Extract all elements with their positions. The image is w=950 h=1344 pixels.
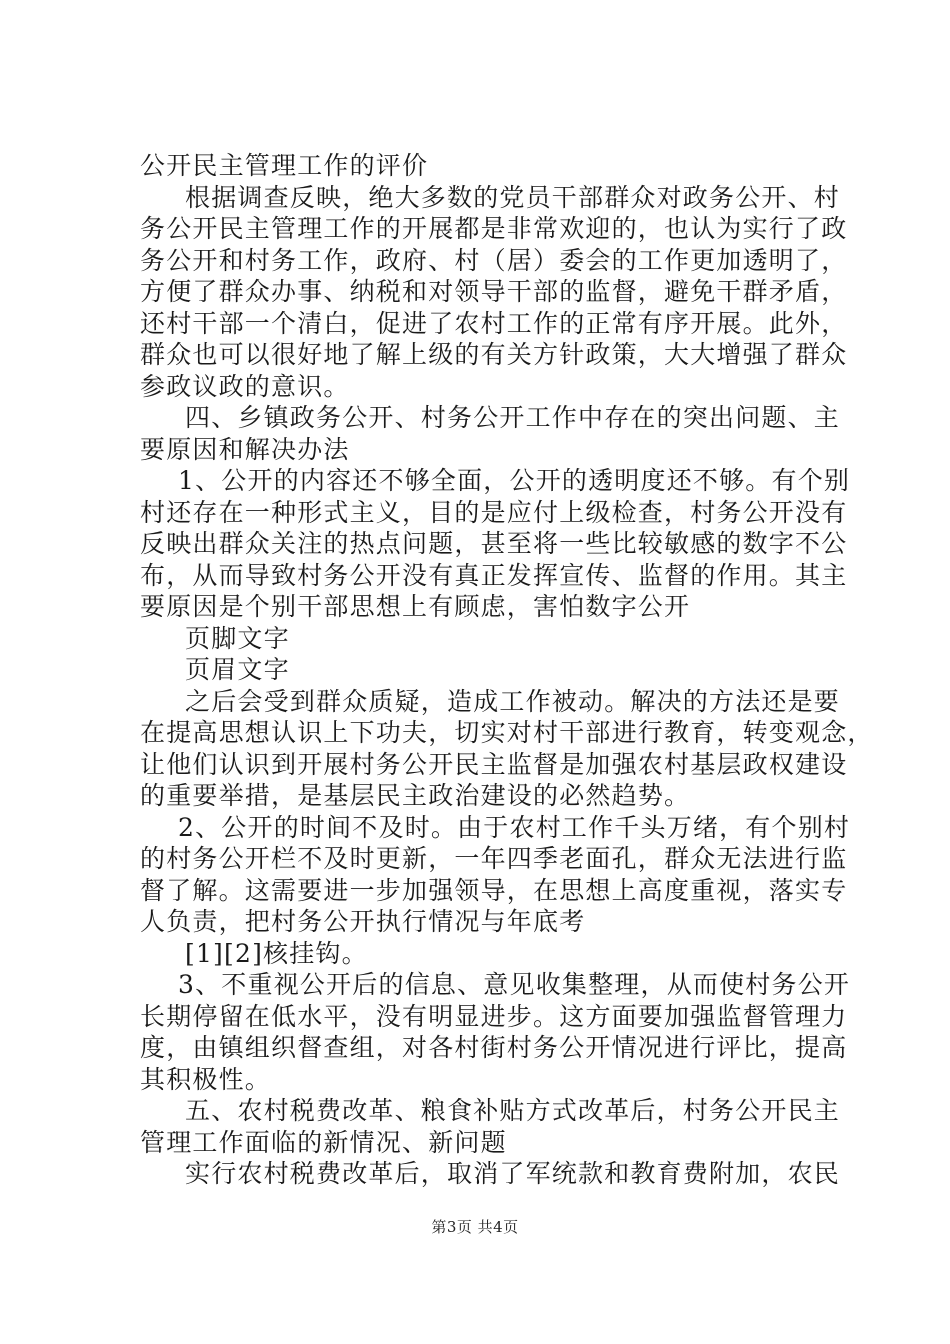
footer-placeholder-text: 页脚文字 (185, 623, 290, 653)
text-line: 布，从而导致村务公开没有真正发挥宣传、监督的作用。其主 (140, 560, 848, 590)
section-heading: 四、乡镇政务公开、村务公开工作中存在的突出问题、主 (185, 403, 841, 432)
text-line: 群众也可以很好地了解上级的有关方针政策，大大增强了群众 (140, 340, 848, 369)
text-line: 度，由镇组织督查组，对各村街村务公开情况进行评比，提高 (140, 1033, 848, 1062)
text-line: 3、不重视公开后的信息、意见收集整理，从而使村务公开 (178, 970, 851, 999)
text-line: [1][2]核挂钩。 (185, 938, 368, 968)
text-line: 还村干部一个清白，促进了农村工作的正常有序开展。此外， (140, 308, 848, 338)
text-line: 公开民主管理工作的评价 (140, 151, 429, 180)
text-line: 参政议政的意识。 (140, 371, 350, 401)
text-line: 长期停留在低水平，没有明显进步。这方面要加强监督管理力 (140, 1001, 848, 1031)
text-line: 根据调查反映，绝大多数的党员干部群众对政务公开、村 (185, 182, 841, 212)
text-line: 1、公开的内容还不够全面，公开的透明度还不够。有个别 (178, 466, 851, 495)
text-line: 的重要举措，是基层民主政治建设的必然趋势。 (140, 781, 691, 810)
text-line: 2、公开的时间不及时。由于农村工作千头万绪，有个别村 (178, 812, 851, 842)
page-number-footer: 第3页 共4页 (431, 1218, 519, 1236)
header-placeholder-text: 页眉文字 (185, 655, 290, 684)
text-line: 督了解。这需要进一步加强领导，在思想上高度重视，落实专 (140, 875, 848, 905)
text-line: 要原因是个别干部思想上有顾虑，害怕数字公开 (140, 592, 691, 621)
text-line: 之后会受到群众质疑，造成工作被动。解决的方法还是要 (185, 686, 841, 716)
section-heading: 五、农村税费改革、粮食补贴方式改革后，村务公开民主 (185, 1096, 841, 1125)
text-line: 人负责，把村务公开执行情况与年底考 (140, 907, 586, 936)
text-line: 务公开和村务工作，政府、村（居）委会的工作更加透明了， (140, 245, 848, 275)
text-line: 的村务公开栏不及时更新，一年四季老面孔，群众无法进行监 (140, 844, 848, 873)
text-line: 其积极性。 (140, 1064, 272, 1094)
text-line: 让他们认识到开展村务公开民主监督是加强农村基层政权建设 (140, 749, 848, 779)
text-line: 在提高思想认识上下功夫，切实对村干部进行教育，转变观念， (140, 718, 874, 747)
text-line: 务公开民主管理工作的开展都是非常欢迎的，也认为实行了政 (140, 214, 848, 243)
section-heading: 要原因和解决办法 (140, 434, 350, 464)
text-line: 村还存在一种形式主义，目的是应付上级检查，村务公开没有 (140, 497, 848, 527)
document-body (140, 150, 874, 1190)
section-heading: 管理工作面临的新情况、新问题 (140, 1127, 507, 1157)
text-line: 反映出群众关注的热点问题，甚至将一些比较敏感的数字不公 (140, 529, 848, 558)
text-line: 实行农村税费改革后，取消了军统款和教育费附加，农民 (185, 1159, 841, 1188)
text-line: 方便了群众办事、纳税和对领导干部的监督，避免干群矛盾， (140, 277, 848, 306)
